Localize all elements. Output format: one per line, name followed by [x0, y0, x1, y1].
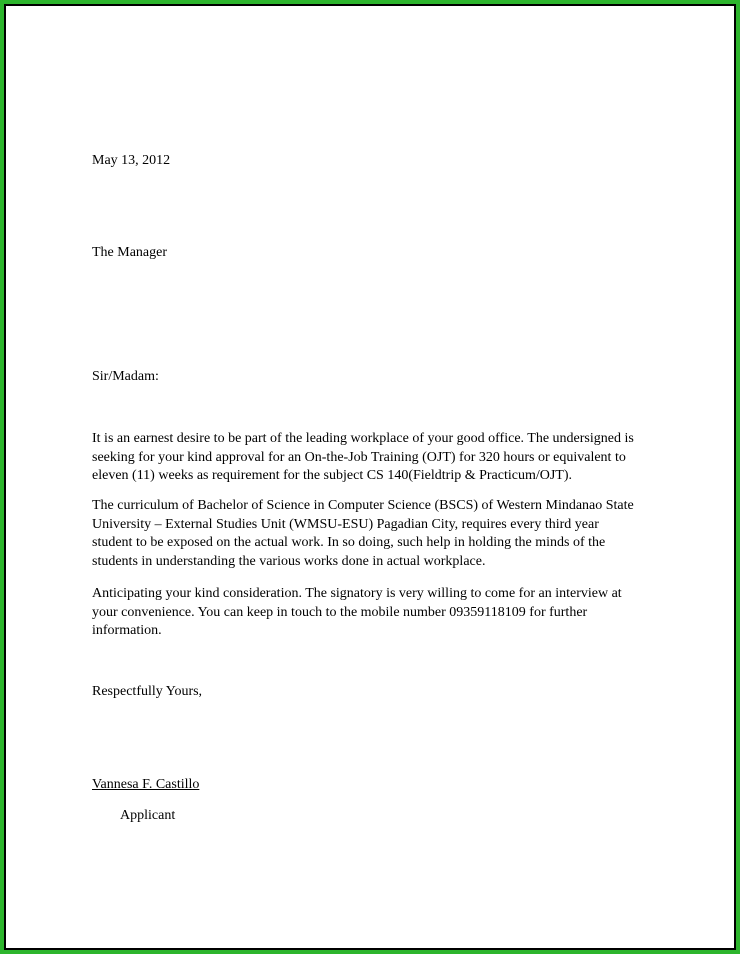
- letter-page: [6, 6, 734, 948]
- body-paragraph-1: [92, 430, 662, 486]
- paragraph-line: It is an earnest desire to be part of the leading workplace of your good office. The undersigned is: [92, 431, 634, 446]
- paragraph-line: student to be exposed on the actual work. In so doing, such help in holding the minds of the: [92, 535, 606, 550]
- paragraph-line: information.: [92, 623, 162, 638]
- signatory-name: Vannesa F. Castillo: [92, 777, 200, 792]
- paragraph-line: eleven (11) weeks as requirement for the subject CS 140(Fieldtrip & Practicum/OJT).: [92, 468, 573, 483]
- paragraph-line: University – External Studies Unit (WMSU-ESU) Pagadian City, requires every third year: [92, 516, 599, 532]
- paragraph-line: your convenience. You can keep in touch to the mobile number 09359118109 for further: [92, 604, 588, 620]
- paragraph-line: The curriculum of Bachelor of Science in Computer Science (BSCS) of Western Mindanao State: [92, 498, 634, 513]
- letter-salutation: Sir/Madam:: [92, 369, 159, 384]
- body-paragraph-2: [92, 497, 662, 571]
- letter-closing: Respectfully Yours,: [92, 684, 203, 699]
- paragraph-line: seeking for your kind approval for an On-the-Job Training (OJT) for 320 hours or equivalent to: [92, 449, 626, 465]
- signatory-title: Applicant: [120, 808, 176, 823]
- letter-recipient: The Manager: [92, 245, 168, 260]
- paragraph-line: students in understanding the various works done in actual workplace.: [92, 553, 486, 569]
- letter-date: May 13, 2012: [92, 153, 171, 168]
- body-paragraph-3: [92, 585, 662, 641]
- paragraph-line: Anticipating your kind consideration. The signatory is very willing to come for an interview at: [92, 586, 622, 601]
